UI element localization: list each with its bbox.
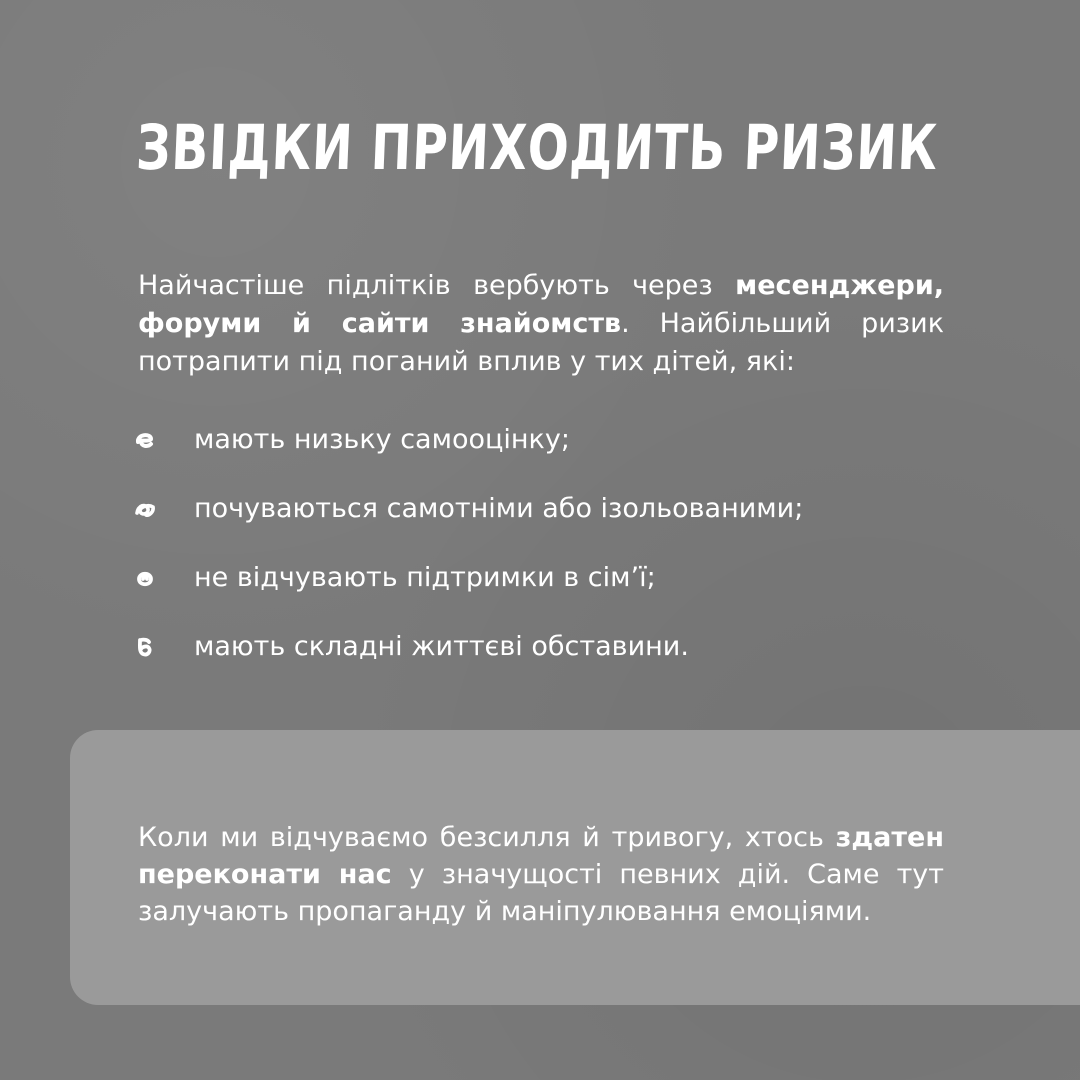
list-item xyxy=(134,625,954,694)
list-item-text: мають низьку самооцінку; xyxy=(194,424,570,455)
panel-text-bold: здатен переконати нас xyxy=(138,822,944,890)
scribble-bullet-2-icon xyxy=(134,498,156,520)
list-item xyxy=(134,487,954,556)
list-item-text: мають складні життєві обставини. xyxy=(194,631,689,662)
intro-paragraph xyxy=(138,267,944,381)
intro-text-bold: месенджери, форуми й сайти знайомств xyxy=(138,270,944,339)
list-item-text: не відчувають підтримки в сім’ї; xyxy=(194,562,656,593)
intro-text-start: Найчастіше підлітків вербують через xyxy=(138,270,736,301)
panel-text-start: Коли ми відчуваємо безсилля й тривогу, хтось xyxy=(138,822,836,853)
list-item-text: почуваються самотніми або ізольованими; xyxy=(194,493,804,524)
panel-text-end: у значущості певних дій. Саме тут залучають пропаганду й маніпулювання емоціями. xyxy=(138,859,945,927)
list-item xyxy=(134,418,954,487)
scribble-bullet-3-icon xyxy=(134,567,156,589)
panel-paragraph xyxy=(138,819,944,930)
page-title: ЗВІДКИ ПРИХОДИТЬ РИЗИК xyxy=(134,111,940,184)
list-item xyxy=(134,556,954,625)
intro-text-end: . Найбільший ризик потрапити під поганий вплив у тих дітей, які: xyxy=(138,308,945,377)
scribble-bullet-4-icon xyxy=(134,636,156,658)
scribble-bullet-1-icon xyxy=(134,429,156,451)
risk-list xyxy=(134,418,954,694)
